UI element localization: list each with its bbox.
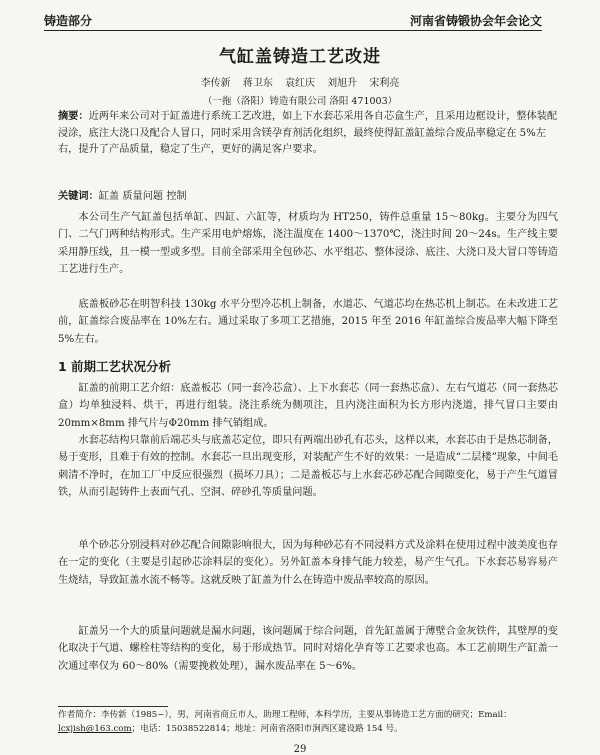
- author-list: 李传新 蒋卫东 袁红庆 刘旭升 宋利亮: [200, 78, 400, 89]
- footnote-bio: 作者简介：李传新（1985~），男，河南省商丘市人，助理工程师，本科学历，主要从事铸造工艺方面的研究；Email：: [58, 710, 512, 720]
- footnote-divider: [58, 706, 168, 707]
- body-paragraph: 单个砂芯分别浸料对砂芯配合间隙影响很大，因为每种砂芯有不同浸料方式及涂料在使用过程中波美度也存在一定的变化（主要是引起砂芯涂料层的变化）。另外缸盖本身排气能力较差，易产生气孔。下水套芯易容易产生烧结，导致缸盖水流不畅等。这就反映了缸盖为什么在铸造中废品率较高的原因。: [58, 540, 558, 586]
- abstract-label: 摘要：: [58, 111, 89, 122]
- keywords-text: 缸盖 质量问题 控制: [98, 191, 187, 202]
- footnote-contact: ；电话：15038522814；地址：河南省洛阳市涧西区建设路 154 号。: [131, 724, 403, 734]
- paper-title: 气缸盖铸造工艺改进: [219, 47, 381, 67]
- keywords: [58, 187, 558, 202]
- header-publication-label: 河南省铸锻协会年会论文: [409, 14, 542, 28]
- abstract: [58, 109, 558, 159]
- page-number: 29: [293, 744, 307, 755]
- abstract-text: 近两年来公司对于缸盖进行系统工艺改进，如上下水套芯采用各自芯盒生产，且采用边框设计，整体装配浸涂，底注大浇口及配合人冒口，同时采用含镁孕育剂活化组织，最终使得缸盖缸盖综合废品率稳定在 5%左右，提升了产品质量，稳定了生产，更好的满足客户要求。: [58, 111, 558, 155]
- intro-paragraph: 本公司生产气缸盖包括单缸、四缸、六缸等，材质均为 HT250，铸件总重量 15～80kg。主要分为四气门、二气门两种结构形式。生产采用电炉熔炼，浇注温度在 1400～1370℃，浇注时间 20～24s。生产线主要采用静压线，且一模一型或多型。目前全部采用全包砂芯、水平组芯、整体浸涂、底注、大浇口及大冒口等铸造工艺进行生产。: [58, 212, 558, 276]
- keywords-label: 关键词：: [58, 191, 99, 202]
- header-section-label: 铸造部分: [44, 14, 93, 28]
- affiliation: （一拖（洛阳）铸造有限公司 洛阳 471003）: [202, 96, 398, 107]
- body-paragraph: 缸盖的前期工艺介绍：底盖板芯（同一套冷芯盒）、上下水套芯（同一套热芯盒）、左右气道芯（同一套热芯盒）均单独浸料、烘干，再进行组装。浇注系统为侧项注，且内浇注面积为长方形内浇道，排气冒口主要由 20mm×8mm 排气片与Φ20mm 排气销组成。: [58, 383, 558, 429]
- author-footnote: [58, 708, 558, 736]
- footnote-email-link[interactable]: lcxjish@163.com: [58, 724, 132, 734]
- body-paragraph: 缸盖另一个大的质量问题就是漏水问题，该问题属于综合问题，首先缸盖属于薄壁合金灰铁件，其壁厚的变化取决于气道、螺栓柱等结构的变化，易于形成热节。同时对熔化孕育等工艺要求也高。本工艺前期生产缸盖一次通过率仅为 60～80%（需要挽救处理），漏水废品率在 5～6%。: [58, 626, 558, 672]
- section-heading: 1 前期工艺状况分析: [58, 359, 172, 374]
- running-header: [44, 10, 542, 31]
- body-paragraph: 水套芯结构只靠前后端芯头与底盖芯定位，即只有两端出砂孔有芯头，这样以来，水套芯由于是热芯制备，易于变形，且难于有效的控制。水套芯一旦出现变形，对装配产生不好的效果：一是造成“二层楼”现象，中间毛刺清不净时，在加工厂中反应很强烈（损坏刀具）；二是盖板芯与上水套芯砂芯配合间隙变化，易于产生气道冒铁，从而引起铸件上表面气孔、空洞、碎砂孔等质量问题。: [58, 435, 558, 499]
- intro-paragraph: 底盖板砂芯在明智科技 130kg 水平分型冷芯机上制备，水道芯、气道芯均在热芯机上制芯。在未改进工艺前，缸盖综合废品率在 10%左右。通过采取了多项工艺措施，2015 年至 2016 年缸盖综合废品率大幅下降至 5%左右。: [58, 299, 558, 345]
